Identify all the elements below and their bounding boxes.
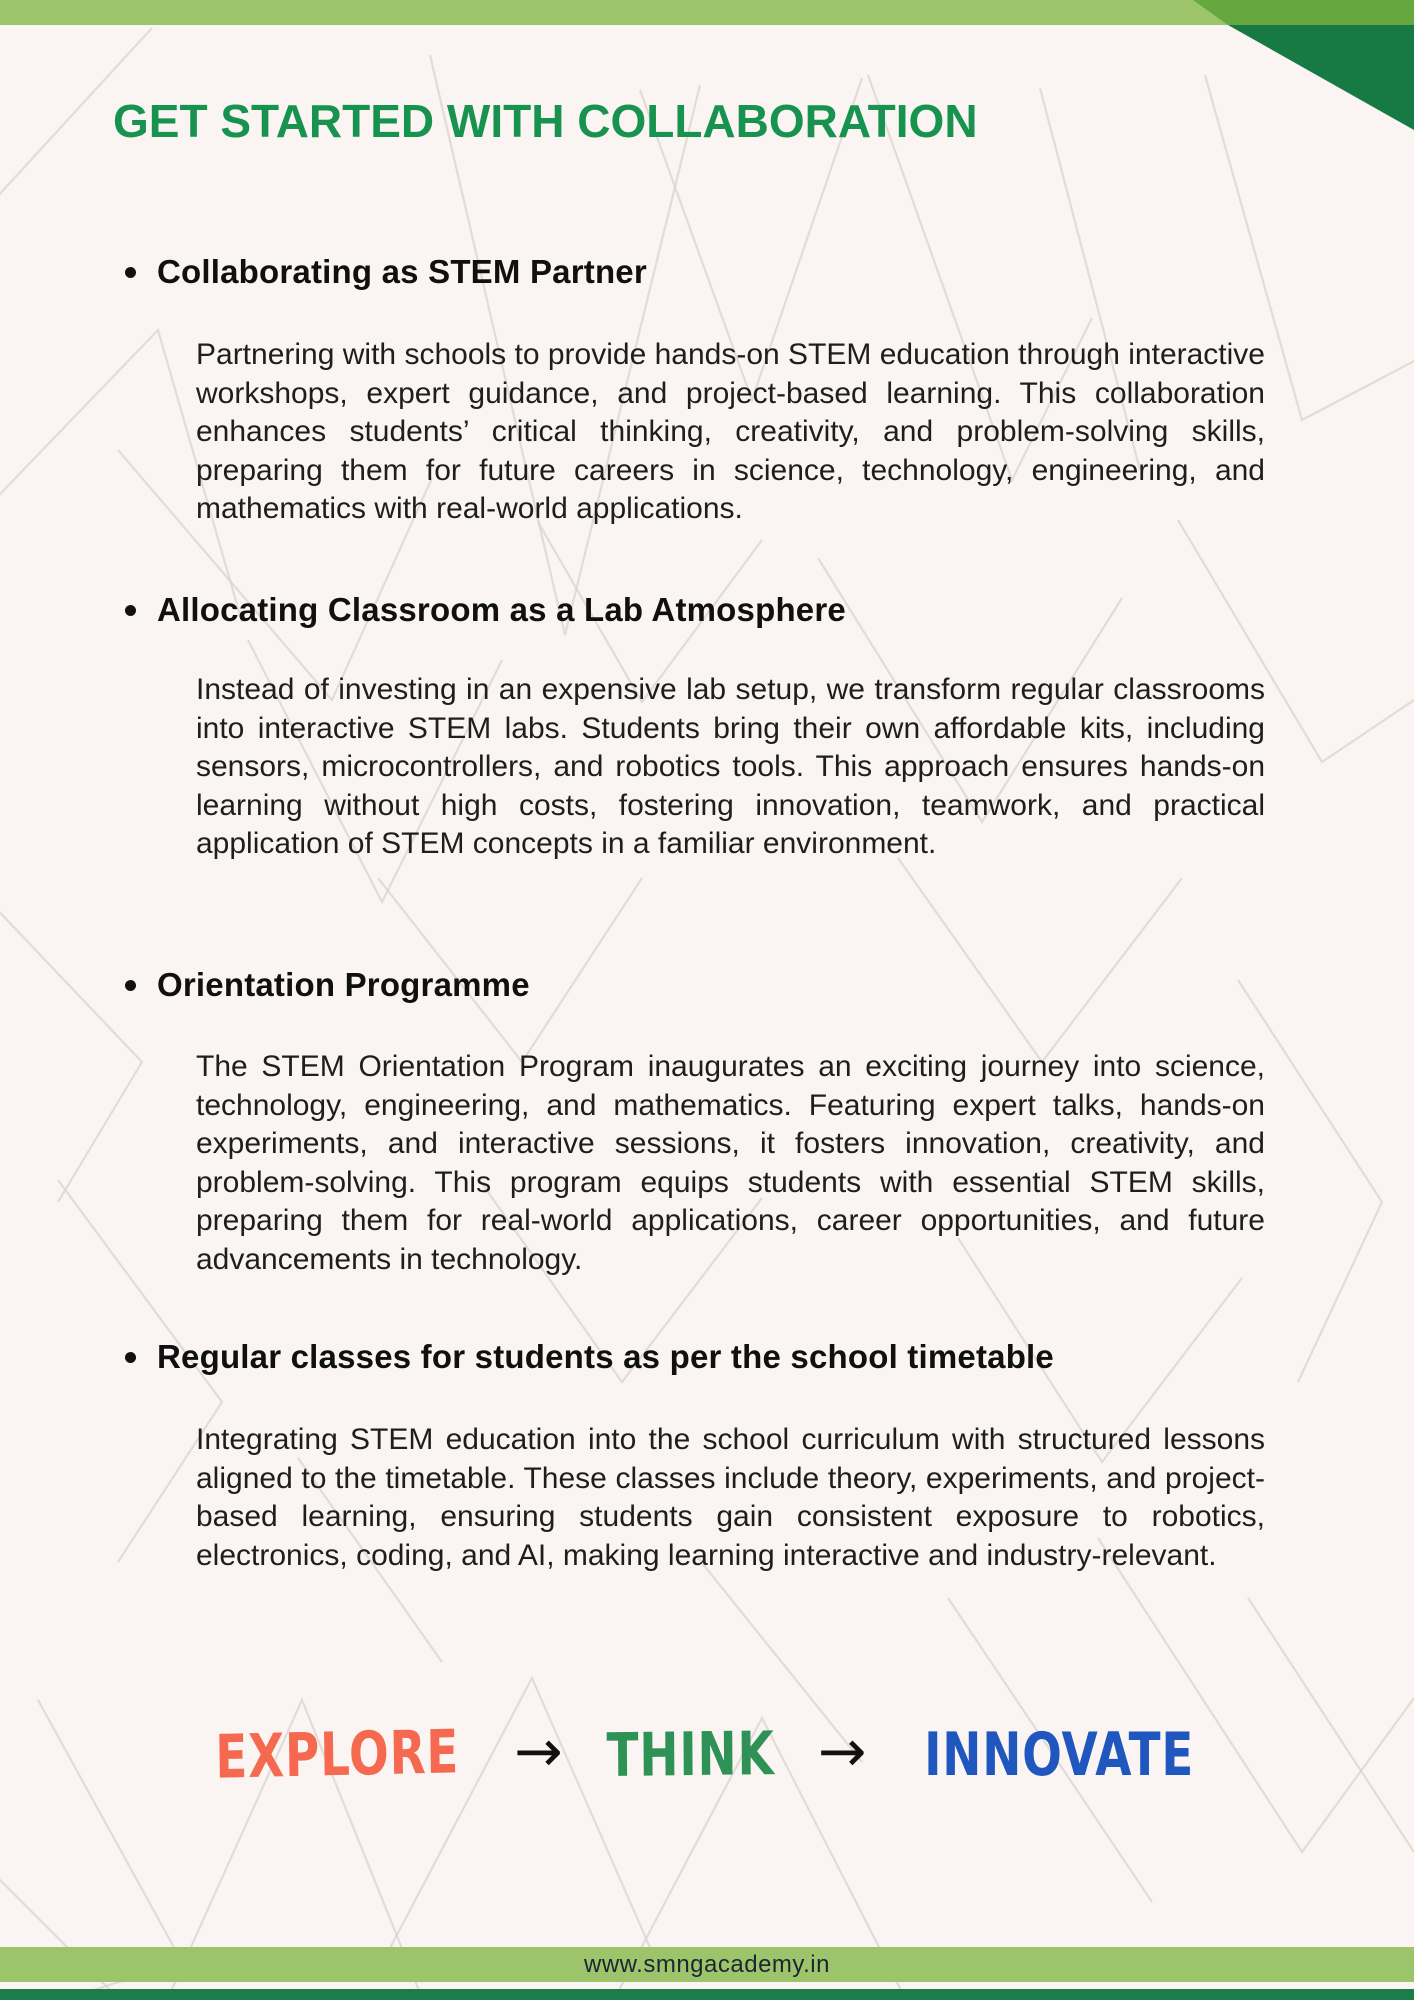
section-heading-text: Allocating Classroom as a Lab Atmosphere bbox=[157, 591, 846, 628]
page-title: GET STARTED WITH COLLABORATION bbox=[113, 95, 978, 147]
section-heading-allocating-classroom bbox=[125, 591, 846, 629]
section-body-text: The STEM Orientation Program inaugurates an exciting journey into science, technology, engineering, and mathematics. Featuring expert talks, hands-on experiments, and interactive sessions, it fosters innovation, creativity, and problem-solving. This program equips students with essential STEM skills, preparing them for real-world applications, career opportunities, and future advancements in technology. bbox=[196, 1050, 1265, 1276]
section-body-text: Partnering with schools to provide hands-on STEM education through interactive workshops, expert guidance, and project-based learning. This collaboration enhances students’ critical thinking, creativity, and problem-solving skills, preparing them for future careers in science, technology, engineering, and mathematics with real-world applications. bbox=[196, 338, 1265, 526]
arrow-right-icon: → bbox=[513, 1717, 563, 1785]
section-heading-collaborating-as-stem-partner bbox=[125, 253, 647, 291]
bullet-icon bbox=[125, 267, 136, 278]
tagline-row bbox=[0, 1712, 1414, 1798]
section-body-text: Integrating STEM education into the school curriculum with structured lessons aligned to the timetable. These classes include theory, experiments, and project-based learning, ensuring students gain consistent exposure to robotics, electronics, coding, and AI, making learning interactive and industry-relevant. bbox=[196, 1423, 1265, 1572]
tagline-word-think: THINK bbox=[605, 1719, 775, 1791]
section-heading-regular-classes bbox=[125, 1338, 1054, 1376]
tagline-word-innovate: INNOVATE bbox=[924, 1720, 1195, 1790]
section-heading-orientation-programme bbox=[125, 966, 530, 1004]
section-heading-text: Collaborating as STEM Partner bbox=[157, 253, 647, 290]
section-heading-text: Orientation Programme bbox=[157, 966, 530, 1003]
bullet-icon bbox=[125, 980, 136, 991]
section-heading-text: Regular classes for students as per the school timetable bbox=[157, 1338, 1054, 1375]
bullet-icon bbox=[125, 605, 136, 616]
bullet-icon bbox=[125, 1352, 136, 1363]
footer-website-url: www.smngacademy.in bbox=[584, 1950, 830, 1978]
bottom-accent-bar bbox=[0, 1989, 1414, 2000]
arrow-right-icon: → bbox=[817, 1717, 867, 1785]
tagline-word-explore: EXPLORE bbox=[215, 1717, 461, 1793]
section-body-text: Instead of investing in an expensive lab setup, we transform regular classrooms into interactive STEM labs. Students bring their own affordable kits, including sensors, microcontrollers, and robotics tools. This approach ensures hands-on learning without high costs, fostering innovation, teamwork, and practical application of STEM concepts in a familiar environment. bbox=[196, 673, 1265, 861]
footer-bar bbox=[0, 1947, 1414, 1982]
